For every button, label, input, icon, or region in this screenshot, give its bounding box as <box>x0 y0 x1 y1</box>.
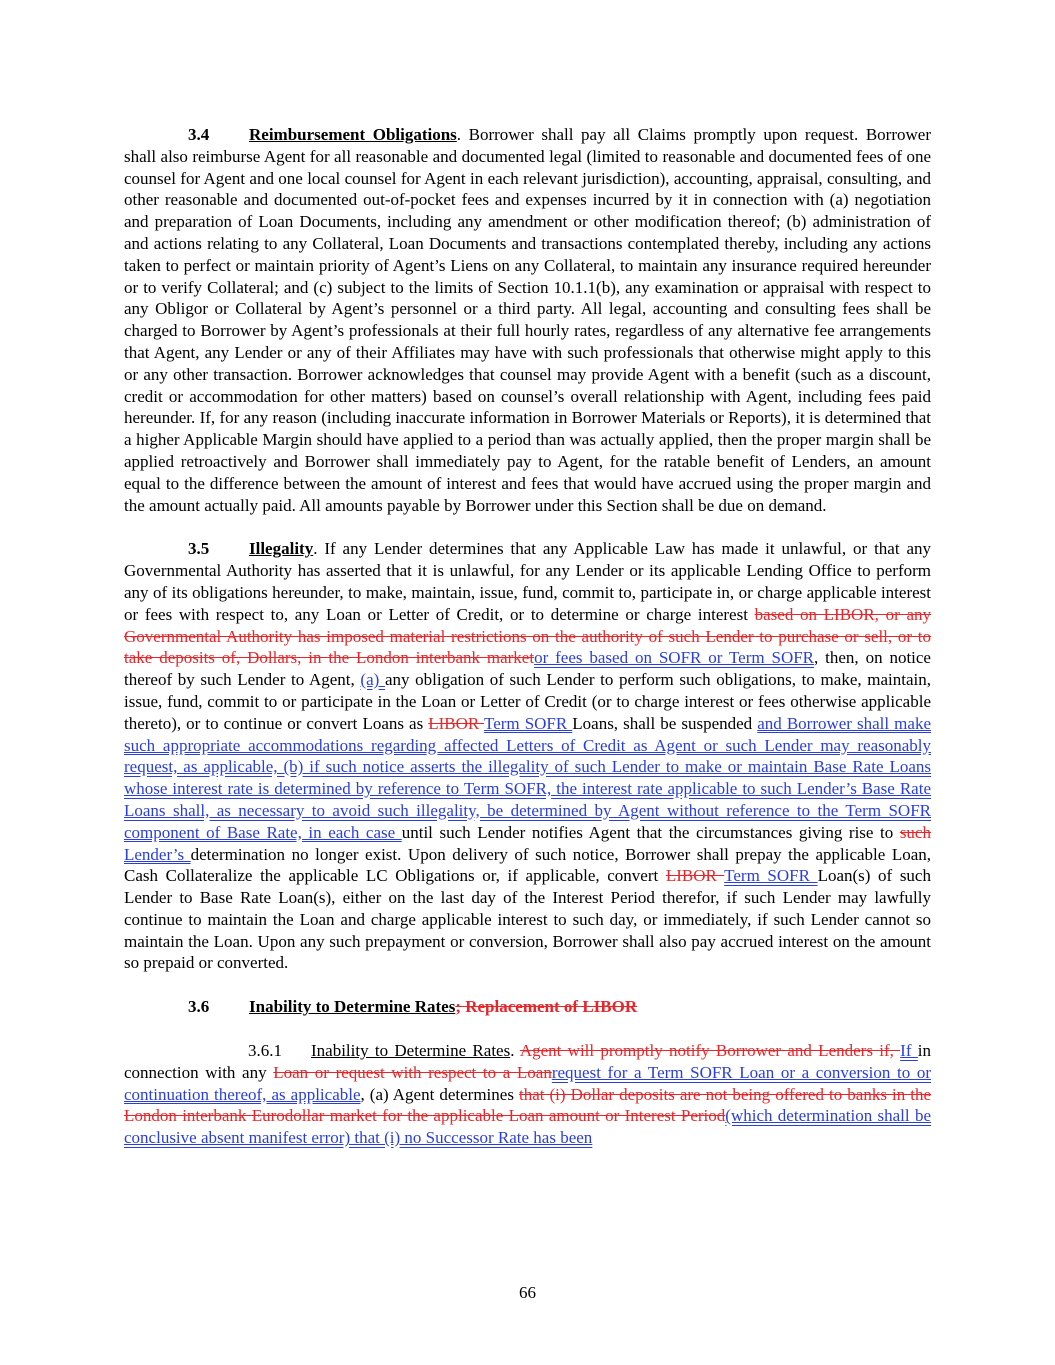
deleted-text: LIBOR <box>428 713 485 733</box>
section-body: . Borrower shall pay all Claims promptly upon request. Borrower shall also reimburse Agent for all reasonable and documented legal (limited to reasonable and documented fees of one counsel for Agent and one local counsel for Agent in each relevant jurisdiction), accounting, appraisal, consulting, and other reasonable and documented out-of-pocket fees and expenses incurred by it in connection with (a) negotiation and preparation of Loan Documents, including any amendment or other modification thereof; (b) administration of and actions relating to any Collateral, Loan Documents and transactions contemplated thereby, including any actions taken to perfect or maintain priority of Agent’s Liens on any Collateral, to maintain any insurance required hereunder or to verify Collateral; and (c) subject to the limits of Section 10.1.1(b), any examination or appraisal with respect to any Obligor or Collateral by Agent’s personnel or a third party. All legal, accounting and consulting fees shall be charged to Borrower by Agent’s professionals at their full hourly rates, regardless of any alternative fee arrangements that Agent, any Lender or any of their Affiliates may have with such professionals that otherwise might apply to this or any other transaction. Borrower acknowledges that counsel may provide Agent with a benefit (such as a discount, credit or accommodation for other matters) based on counsel’s overall relationship with Agent, including fees paid hereunder. If, for any reason (including inaccurate information in Borrower Materials or Reports), it is determined that a higher Applicable Margin should have applied to a period than was actually applied, then the proper margin shall be applied retroactively and Borrower shall immediately pay to Agent, for the ratable benefit of Lenders, an amount equal to the difference between the amount of interest and fees that would have accrued using the proper margin and the amount actually paid. All amounts payable by Borrower under this Section shall be due on demand. <box>124 125 931 515</box>
inserted-text: (a) <box>360 670 385 690</box>
deleted-text: that (i) Dollar deposits are not being offered to banks in the London interbank Eurodollar market for the applicable Loan amount or Interest Period <box>124 1084 932 1126</box>
section-3-6-heading <box>124 996 931 1018</box>
section-number: 3.5 <box>188 539 210 559</box>
deleted-text: based on LIBOR, or any Governmental Authority has imposed material restrictions on the authority of such Lender to purchase or sell, or to take deposits of, Dollars, in the London interbank market <box>124 604 931 668</box>
deleted-title-text: ; Replacement of LIBOR <box>455 997 638 1017</box>
deleted-text: Loan or request with respect to a Loan <box>273 1062 552 1082</box>
inserted-text: or fees based on SOFR or Term SOFR <box>534 648 815 668</box>
section-3-5 <box>124 538 931 974</box>
section-title: Reimbursement Obligations <box>249 125 457 144</box>
deleted-text: such <box>899 822 931 842</box>
section-title: Inability to Determine Rates <box>249 997 456 1017</box>
section-number: 3.6 <box>188 997 210 1017</box>
body-text: , (a) Agent determines <box>360 1084 519 1104</box>
subsection-title: Inability to Determine Rates <box>311 1041 511 1061</box>
body-text: determination no longer exist. Upon delivery of such notice, Borrower shall prepay the applicable Loan, Cash Collateralize the applicable LC Obligations or, if applicable, convert <box>124 844 932 886</box>
inserted-text: If <box>900 1041 918 1061</box>
inserted-text: and Borrower shall make such appropriate accommodations regarding affected Letters of Credit as Agent or such Lender may reasonably request, as applicable, (b) if such notice asserts the illegality of such Lender to make or maintain Base Rate Loans whose interest rate is determined by reference to Term SOFR, the interest rate applicable to such Lender’s Base Rate Loans shall, as necessary to avoid such illegality, be determined by Agent without reference to the Term SOFR component of Base Rate, in each case <box>124 713 931 842</box>
inserted-text: Term SOFR <box>724 866 818 886</box>
body-text: . <box>510 1041 520 1061</box>
page-number: 66 <box>519 1283 536 1302</box>
body-text: Loans, shall be suspended <box>572 713 758 733</box>
section-number: 3.4 <box>188 125 210 144</box>
document-page <box>124 124 931 1149</box>
inserted-text: Lender’s <box>124 844 191 864</box>
body-text: , then, on notice thereof by such Lender to Agent, <box>124 648 931 690</box>
inserted-text: (which determination shall be conclusive absent manifest error) that (i) no Successor Rate has been <box>124 1106 931 1148</box>
section-3-4 <box>124 124 931 516</box>
body-text: any obligation of such Lender to perform such obligations, to make, maintain, issue, fund, commit to or participate in the Loan or Letter of Credit (or to charge interest or fees otherwise applicable thereto), or to continue or convert Loans as <box>124 670 932 733</box>
subsection-number: 3.6.1 <box>248 1041 282 1061</box>
body-text: Loan(s) of such Lender to Base Rate Loan(s), either on the last day of the Interest Period therefor, if such Lender may lawfully continue to maintain the Loan and charge applicable interest to such day, or immediately, if such Lender cannot so maintain the Loan. Upon any such prepayment or conversion, Borrower shall also pay accrued interest on the amount so prepaid or converted. <box>124 866 931 973</box>
section-3-6-1 <box>124 1040 931 1149</box>
section-title: Illegality <box>249 539 314 559</box>
inserted-text: request for a Term SOFR Loan or a conversion to or continuation thereof, as applicable <box>124 1062 931 1104</box>
body-text: . If any Lender determines that any Applicable Law has made it unlawful, or that any Governmental Authority has asserted that it is unlawful, for any Lender or its applicable Lending Office to perform any of its obligations hereunder, to make, maintain, issue, fund, commit to, participate in, or charge applicable interest or fees with respect to, any Loan or Letter of Credit, or to determine or charge interest <box>124 539 931 624</box>
inserted-text: Term SOFR <box>484 713 573 733</box>
body-text: in connection with any <box>124 1041 932 1082</box>
deleted-text: Agent will promptly notify Borrower and Lenders if, <box>519 1041 901 1061</box>
body-text: until such Lender notifies Agent that the circumstances giving rise to <box>401 822 900 842</box>
deleted-text: LIBOR <box>665 866 725 886</box>
